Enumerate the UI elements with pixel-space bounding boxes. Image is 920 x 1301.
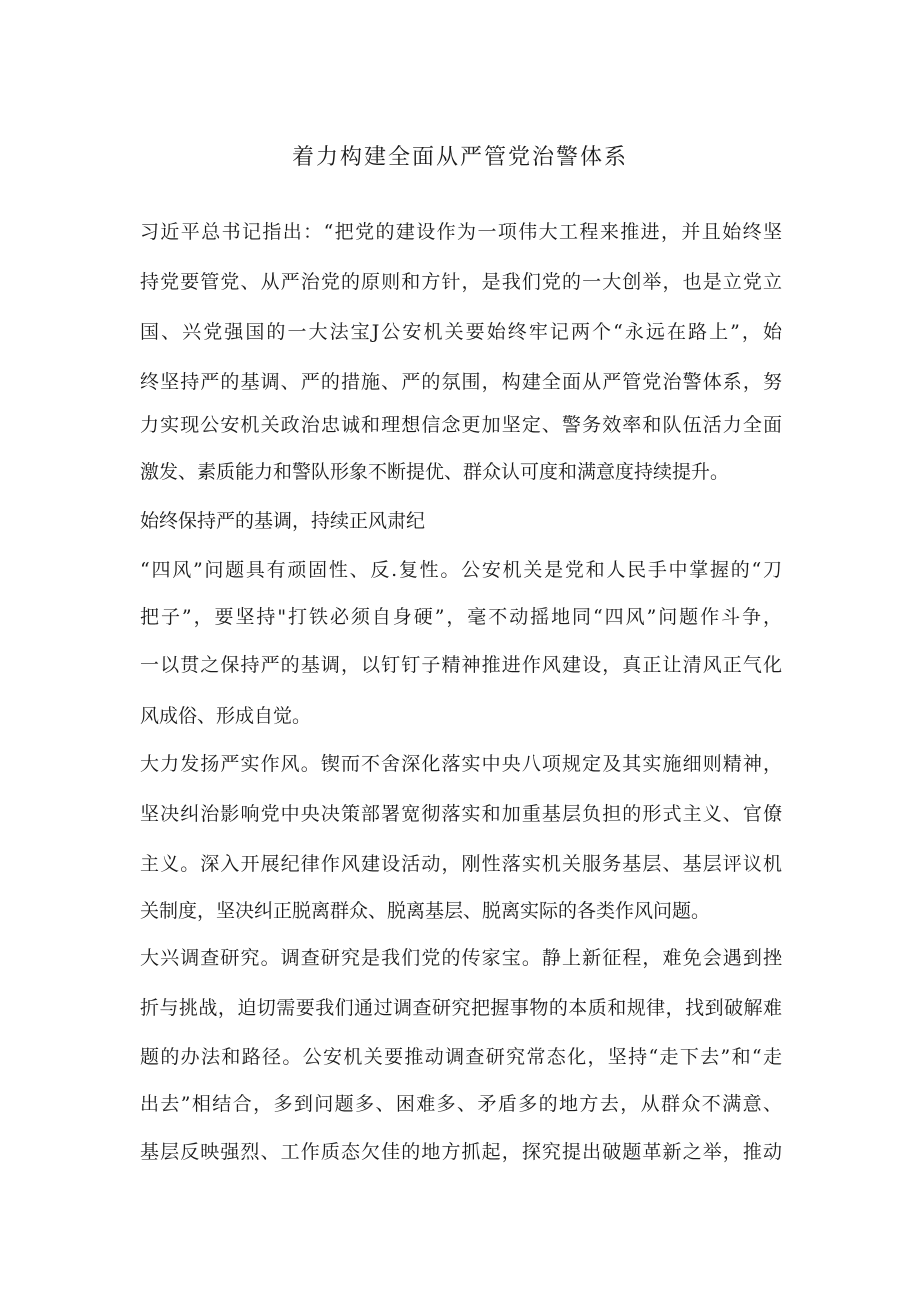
document-title: 着力构建全面从严管党治警体系 (291, 145, 628, 170)
paragraph-1-line: 国、兴党强国的一大法宝J公安机关要始终牢记两个“永远在路上”，始 (140, 321, 782, 343)
paragraph-4-line: 基层反映强烈、工作质态欠佳的地方抓起，探究提出破题革新之举，推动 (140, 1141, 782, 1163)
paragraph-4-line: 题的办法和路径。公安机关要推动调查研究常态化，坚持“走下去”和“走 (140, 1046, 782, 1068)
paragraph-2-line: 一以贯之保持严的基调，以钉钉子精神推进作风建设，真正让清风正气化 (140, 654, 782, 676)
paragraph-1-line: 激发、素质能力和警队形象不断提优、群众认可度和满意度持续提升。 (140, 461, 730, 483)
paragraph-1-line: 习近平总书记指出：“把党的建设作为一项伟大工程来推进，并且始终坚 (140, 221, 782, 243)
paragraph-1-line: 持党要管党、从严治党的原则和方针，是我们党的一大创举，也是立党立 (140, 271, 782, 293)
paragraph-4-line: 折与挑战，迫切需要我们通过调查研究把握事物的本质和规律，找到破解难 (140, 997, 782, 1019)
section-heading: 始终保持严的基调，持续正风肃纪 (140, 510, 426, 532)
paragraph-2-line: 把子”，要坚持"打铁必须自身硬”，毫不动摇地同“四风”问题作斗争， (140, 606, 782, 628)
paragraph-3-line: 坚决纠治影响党中央决策部署宽彻落实和加重基层负担的形式主义、官僚 (140, 803, 782, 825)
paragraph-3-line: 关制度，坚决纠正脱离群众、脱离基层、脱离实际的各类作风问题。 (140, 900, 711, 922)
paragraph-3-line: 大力发扬严实作风。锲而不舍深化落实中央八项规定及其实施细则精神， (140, 753, 782, 775)
paragraph-2-line: “四风”问题具有顽固性、反.复性。公安机关是党和人民手中掌握的“刀 (140, 559, 782, 581)
paragraph-3-line: 主义。深入开展纪律作风建设活动，刚性落实机关服务基层、基层评议机 (140, 853, 782, 875)
paragraph-2-line: 风成俗、形成自觉。 (140, 705, 312, 727)
paragraph-1-line: 力实现公安机关政治忠诚和理想信念更加坚定、警务效率和队伍活力全面 (140, 414, 782, 436)
paragraph-4-line: 大兴调查研究。调查研究是我们党的传家宝。静上新征程，难免会遇到挫 (140, 947, 782, 969)
paragraph-1-line: 终坚持严的基调、严的措施、严的氛围，构建全面从严管党治警体系，努 (140, 371, 782, 393)
paragraph-4-line: 出去”相结合，多到问题多、困难多、矛盾多的地方去，从群众不满意、 (140, 1093, 782, 1115)
